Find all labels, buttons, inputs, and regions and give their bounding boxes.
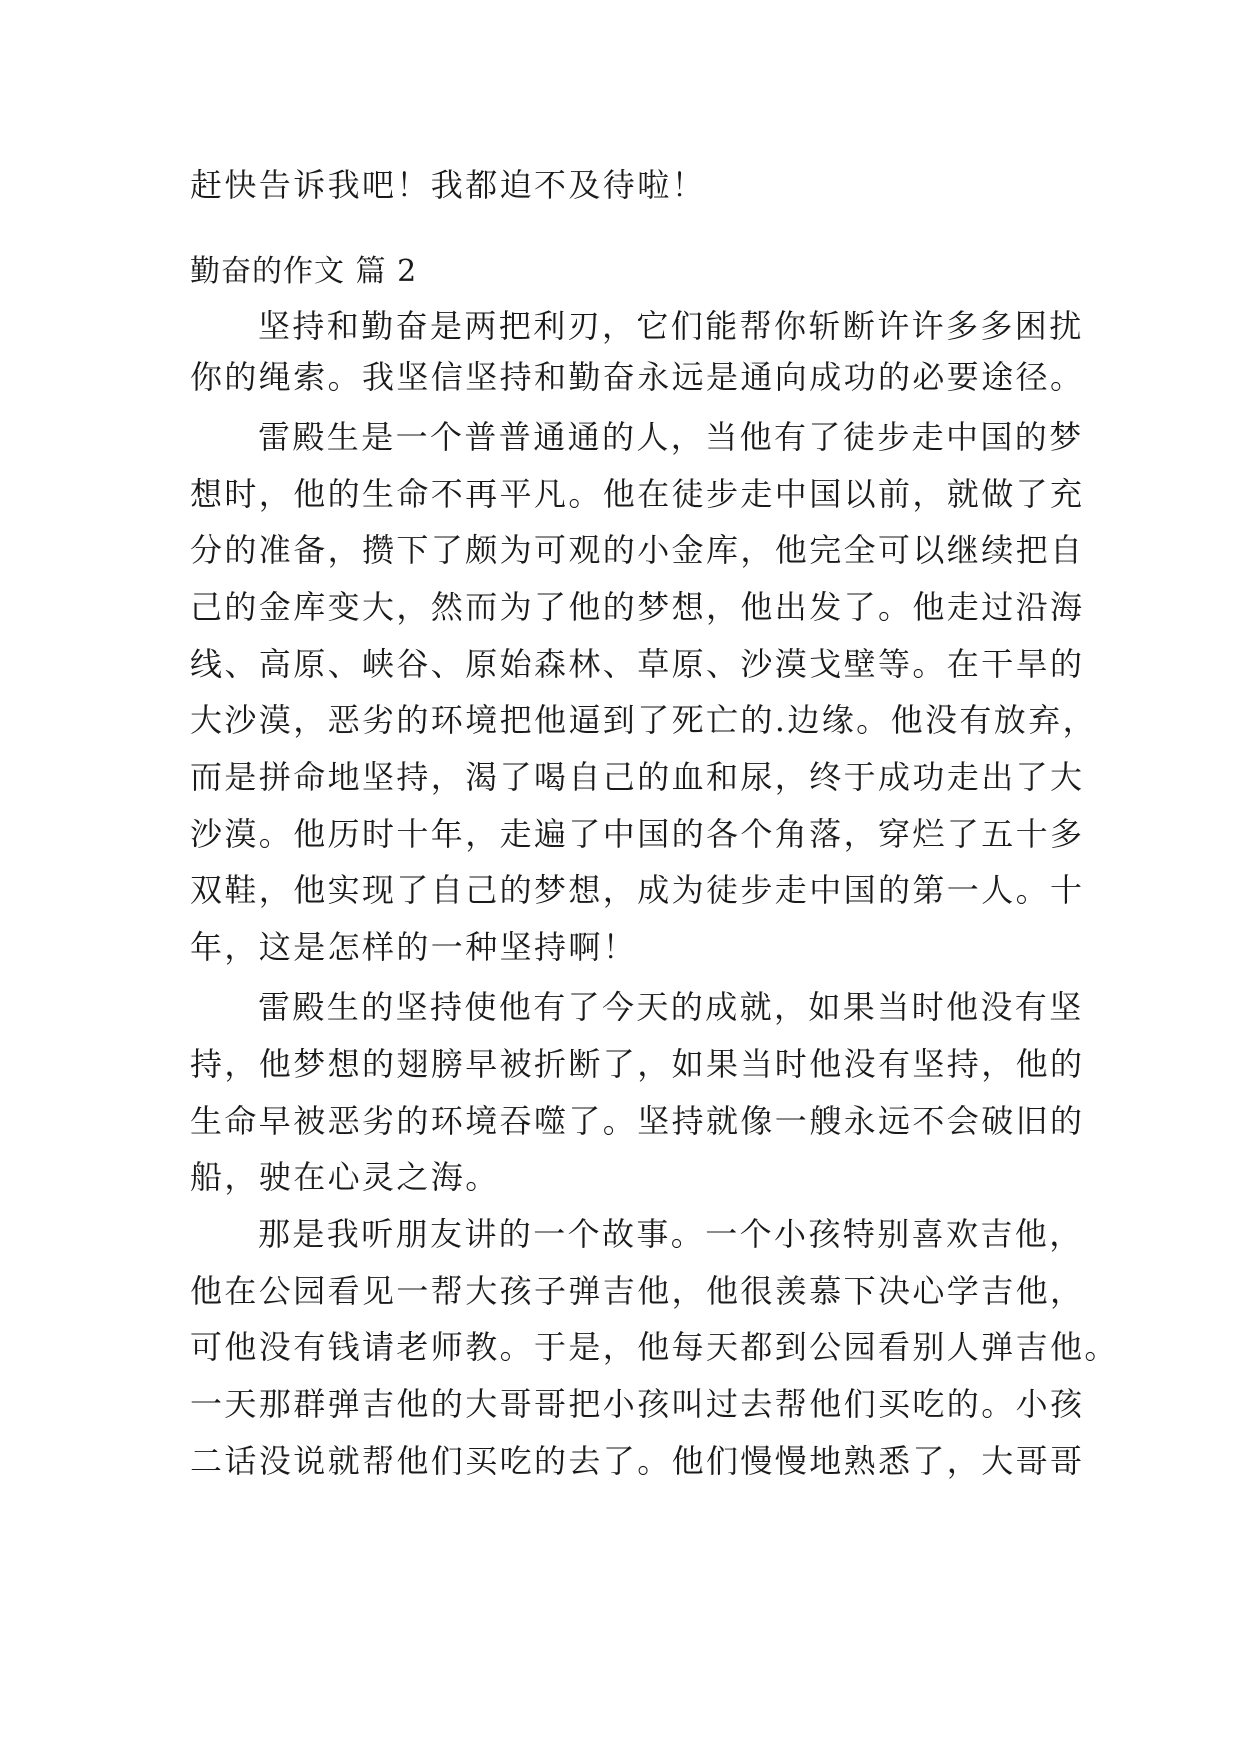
paragraph-line: 雷殿生是一个普普通通的人，当他有了徒步走中国的梦 (258, 418, 1084, 456)
paragraph-line: 线、高原、峡谷、原始森林、草原、沙漠戈壁等。在干旱的 (190, 645, 1085, 683)
paragraph-line: 雷殿生的坚持使他有了今天的成就，如果当时他没有坚 (258, 988, 1084, 1026)
paragraph-line: 船，驶在心灵之海。 (190, 1158, 500, 1196)
paragraph-line: 那是我听朋友讲的一个故事。一个小孩特别喜欢吉他， (258, 1215, 1084, 1253)
paragraph-line: 而是拼命地坚持，渴了喝自己的血和尿，终于成功走出了大 (190, 758, 1085, 796)
paragraph-line: 双鞋，他实现了自己的梦想，成为徒步走中国的第一人。十 (190, 871, 1085, 909)
section-title: 勤奋的作文 篇 2 (190, 254, 418, 289)
paragraph-line: 沙漠。他历时十年，走遍了中国的各个角落，穿烂了五十多 (190, 815, 1085, 853)
paragraph-line: 想时，他的生命不再平凡。他在徒步走中国以前，就做了充 (190, 475, 1085, 513)
text-line: 赶快告诉我吧！我都迫不及待啦！ (190, 166, 707, 204)
paragraph-line: 大沙漠，恶劣的环境把他逼到了死亡的.边缘。他没有放弃， (190, 701, 1097, 739)
paragraph-line: 二话没说就帮他们买吃的去了。他们慢慢地熟悉了，大哥哥 (190, 1442, 1085, 1480)
paragraph-line: 生命早被恶劣的环境吞噬了。坚持就像一艘永远不会破旧的 (190, 1102, 1085, 1140)
paragraph-line: 年，这是怎样的一种坚持啊！ (190, 928, 638, 966)
paragraph-line: 分的准备，攒下了颇为可观的小金库，他完全可以继续把自 (190, 531, 1085, 569)
paragraph-line: 可他没有钱请老师教。于是，他每天都到公园看别人弹吉他。 (190, 1328, 1119, 1366)
paragraph-line: 他在公园看见一帮大孩子弹吉他，他很羡慕下决心学吉他， (190, 1272, 1085, 1310)
paragraph-line: 一天那群弹吉他的大哥哥把小孩叫过去帮他们买吃的。小孩 (190, 1385, 1085, 1423)
paragraph-line: 己的金库变大，然而为了他的梦想，他出发了。他走过沿海 (190, 588, 1085, 626)
paragraph-line: 你的绳索。我坚信坚持和勤奋永远是通向成功的必要途径。 (190, 358, 1085, 396)
paragraph-line: 坚持和勤奋是两把利刃，它们能帮你斩断许许多多困扰 (258, 307, 1084, 345)
paragraph-line: 持，他梦想的翅膀早被折断了，如果当时他没有坚持，他的 (190, 1045, 1085, 1083)
